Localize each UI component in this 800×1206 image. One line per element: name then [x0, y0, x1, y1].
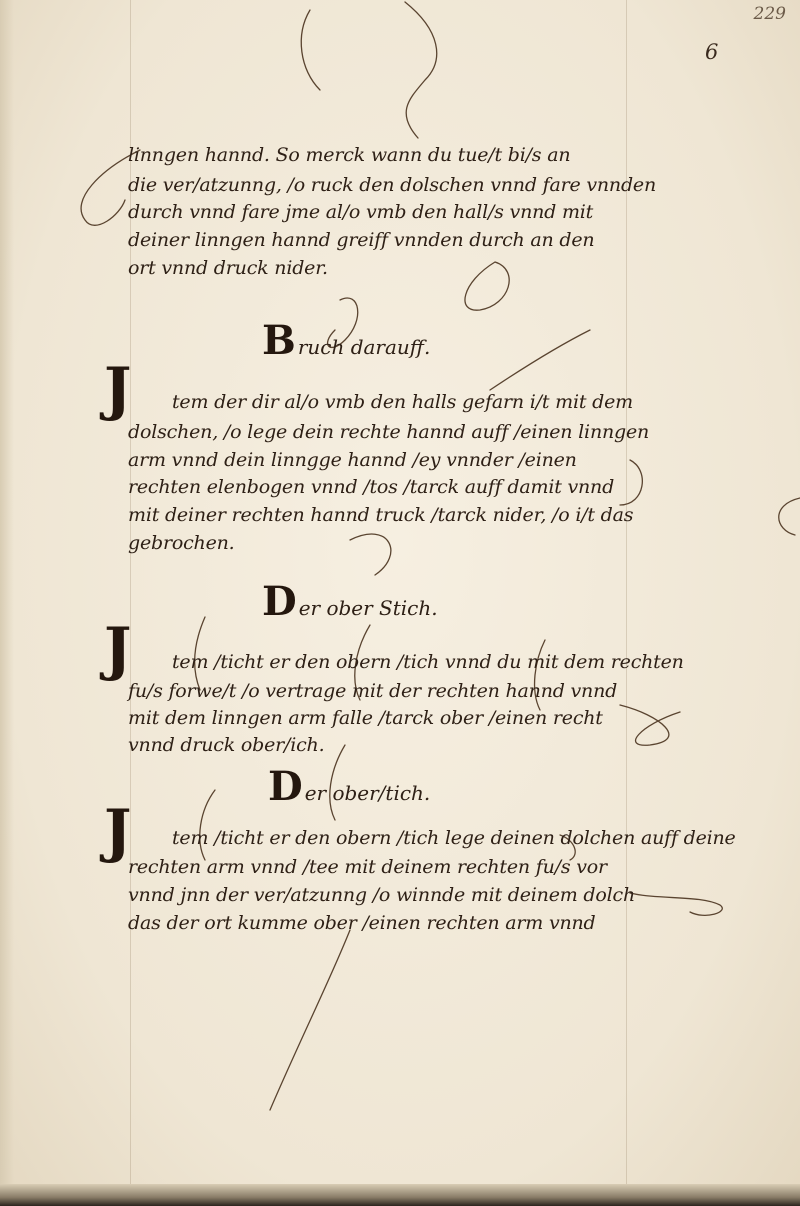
section-heading-2 [262, 578, 438, 625]
paragraph4-line-3: vnnd jnn der ver/atzunng /o winnde mit deinem dolch [128, 884, 635, 906]
paragraph2-line-5: mit deiner rechten hannd truck /tarck nider, /o i/t das [128, 504, 634, 526]
heading-initial: B [262, 317, 296, 364]
paragraph3-line-3: mit dem linngen arm falle /tarck ober /einen recht [128, 707, 603, 729]
drop-cap: J [104, 615, 132, 683]
heading-initial: D [262, 578, 297, 625]
paragraph1-line-4: deiner linngen hannd greiff vnnden durch an den [128, 229, 595, 251]
paragraph4-line-2: rechten arm vnnd /tee mit deinem rechten fu/s vor [128, 856, 607, 878]
drop-cap: J [104, 355, 132, 423]
paragraph2-line-1: tem der dir al/o vmb den halls gefarn i/t mit dem [172, 391, 633, 413]
heading-text: er ober/tich. [304, 781, 431, 805]
paragraph1-line-5: ort vnnd druck nider. [128, 257, 328, 279]
heading-text: ruch darauff. [297, 335, 431, 359]
folio-number-top: 229 [753, 4, 786, 24]
paragraph4-line-1: tem /ticht er den obern /tich lege deinen dolchen auff deine [172, 827, 736, 849]
section-heading-3 [268, 763, 431, 810]
paragraph2-line-2: dolschen, /o lege dein rechte hannd auff /einen linngen [128, 421, 650, 443]
paragraph2-line-4: rechten elenbogen vnnd /tos /tarck auff damit vnnd [128, 476, 615, 498]
paragraph2-line-3: arm vnnd dein linngge hannd /ey vnnder /einen [128, 449, 577, 471]
paragraph2-line-6: gebrochen. [128, 532, 235, 554]
paragraph3-line-1: tem /ticht er den obern /tich vnnd du mit dem rechten [172, 651, 684, 673]
page-number: 6 [705, 40, 719, 64]
paragraph1-line-1: linngen hannd. So merck wann du tue/t bi/s an [128, 144, 571, 166]
heading-initial: D [268, 763, 303, 810]
section-heading-1 [262, 317, 431, 364]
paragraph3-line-2: fu/s forwe/t /o vertrage mit der rechten hannd vnnd [128, 680, 618, 702]
paragraph1-line-3: durch vnnd fare jme al/o vmb den hall/s vnnd mit [128, 201, 594, 223]
paragraph3-line-4: vnnd druck ober/ich. [128, 734, 325, 756]
page-bottom-edge [0, 1184, 800, 1206]
heading-text: er ober Stich. [298, 596, 438, 620]
drop-cap: J [104, 797, 132, 865]
paragraph4-line-4: das der ort kumme ober /einen rechten arm vnnd [128, 912, 596, 934]
paragraph1-line-2: die ver/atzunng, /o ruck den dolschen vnnd fare vnnden [128, 174, 657, 196]
